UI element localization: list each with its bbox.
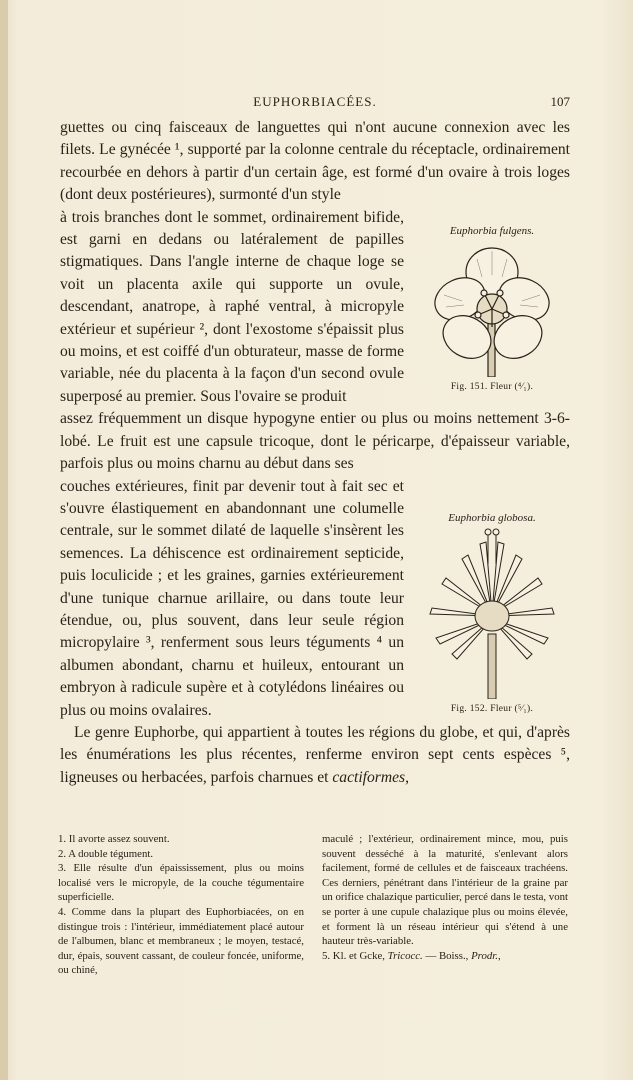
- page-number: 107: [550, 94, 570, 109]
- figure-152-title: Euphorbia globosa.: [448, 512, 536, 524]
- figure-151: [422, 225, 562, 392]
- footnote-2: 2. A double tégument.: [58, 847, 154, 860]
- footnote-5-c: — Boiss.,: [422, 949, 472, 962]
- footnote-4-continued: maculé ; l'extérieur, ordinairement mince, mou, puis souvent desséché à la maturité, s'enlevant alors facilement, formé de cellules et de faisceaux trachéens. Ces derniers, pénétrant dans l'intérieur de la graine par un orifice chalazique particulier, percé dans le testa, vont se porter à une cupule chalazique plus ou moins élevée, et forment là un réseau intérieur qui s'étend à une hauteur très-variable.: [322, 833, 568, 948]
- euphorbia-globosa-flower-illustration: [422, 524, 562, 699]
- footnote-3: 3. Elle résulte d'un épaississement, plus ou moins localisé vers le micropyle, de la couche tégumentaire superficielle.: [58, 862, 304, 904]
- paragraph-2-italic: cactiformes: [332, 768, 406, 786]
- page-header: [60, 94, 570, 114]
- footnote-5-a: 5. Kl. et Gcke,: [322, 949, 388, 962]
- footnote-5-e: ,: [497, 949, 501, 962]
- figure-151-title: Euphorbia fulgens.: [449, 225, 535, 237]
- footnote-5: [322, 949, 568, 964]
- footnote-5-d: Prodr.: [471, 949, 498, 962]
- footnotes-left-column: [58, 832, 304, 978]
- paragraph-1-wrapped-2: couches extérieures, finit par devenir tout à fait sec et s'ouvre élastiquement en abandonnant une columelle centrale, sur le sommet dilaté de laquelle s'insèrent les semences. La déhiscence est ordinairement septicide, puis loculicide ; et les graines, garnies extérieurement d'une tunique charnue arillaire, ou dans toute leur étendue, ou, plus souvent, dans leur seule région micropylaire ³, renferment sous leurs téguments ⁴ un albumen abondant, charnu et huileux, entourant un embryon à radicule supère et à cotylédons linéaires ou plus ou moins ovalaires.: [60, 477, 404, 719]
- figure-152: [422, 512, 562, 714]
- paragraph-2-end: ,: [405, 768, 410, 786]
- paragraph-1-full-2: assez fréquemment un disque hypogyne entier ou plus ou moins nettement 3-6-lobé. Le fruit est une capsule tricoque, dont le péricarpe, d'épaisseur variable, parfois plus ou moins charnu au début dans ses: [60, 410, 570, 473]
- paragraph-2-text: Le genre Euphorbe, qui appartient à toutes les régions du globe, et qui, d'après les énumérations les plus récentes, renferme environ sept cents espèces ⁵, ligneuses ou herbacées, parfois charnues et: [60, 723, 570, 786]
- running-title: EUPHORBIACÉES.: [253, 94, 377, 109]
- footnote-1: 1. Il avorte assez souvent.: [58, 833, 170, 845]
- footnote-5-b: Tricocc.: [387, 949, 423, 962]
- paragraph-1-full: guettes ou cinq faisceaux de languettes qui n'ont aucune connexion avec les filets. Le gynécée ¹, supporté par la colonne centrale du réceptacle, ordinairement recourbée en dehors à partir d'un certain âge, est formé d'un ovaire à trois loges (dont deux postérieures), surmonté d'un style: [60, 119, 570, 204]
- footnote-4: 4. Comme dans la plupart des Euphorbiacées, on en distingue trois : l'intérieur, immédiatement placé autour de l'albumen, blanc et membraneux ; le moyen, testacé, dur, épais, souvent cassant, de couleur foncée, uniforme, ou chiné,: [58, 905, 304, 977]
- page-edge: [0, 0, 8, 1080]
- paragraph-2: [60, 722, 570, 789]
- euphorbia-fulgens-flower-illustration: [422, 237, 562, 377]
- paragraph-1-wrapped: à trois branches dont le sommet, ordinairement bifide, est garni en dedans ou latéralement de papilles stigmatiques. Dans l'angle interne de chaque loge se voit un placenta axile qui supporte un ovule, descendant, anatrope, à raphé ventral, à micropyle extérieur et supérieur ², dont l'exostome s'épaissit plus ou moins, et est coiffé d'un obturateur, masse de forme variable, née du placenta à la façon d'un second ovule superposé au premier. Sous l'ovaire se produit: [60, 208, 404, 405]
- footnotes-right-column: [322, 832, 568, 963]
- figure-152-caption: Fig. 152. Fleur (⁵⁄₁).: [450, 704, 534, 714]
- figure-151-caption: Fig. 151. Fleur (⁴⁄₁).: [450, 382, 534, 392]
